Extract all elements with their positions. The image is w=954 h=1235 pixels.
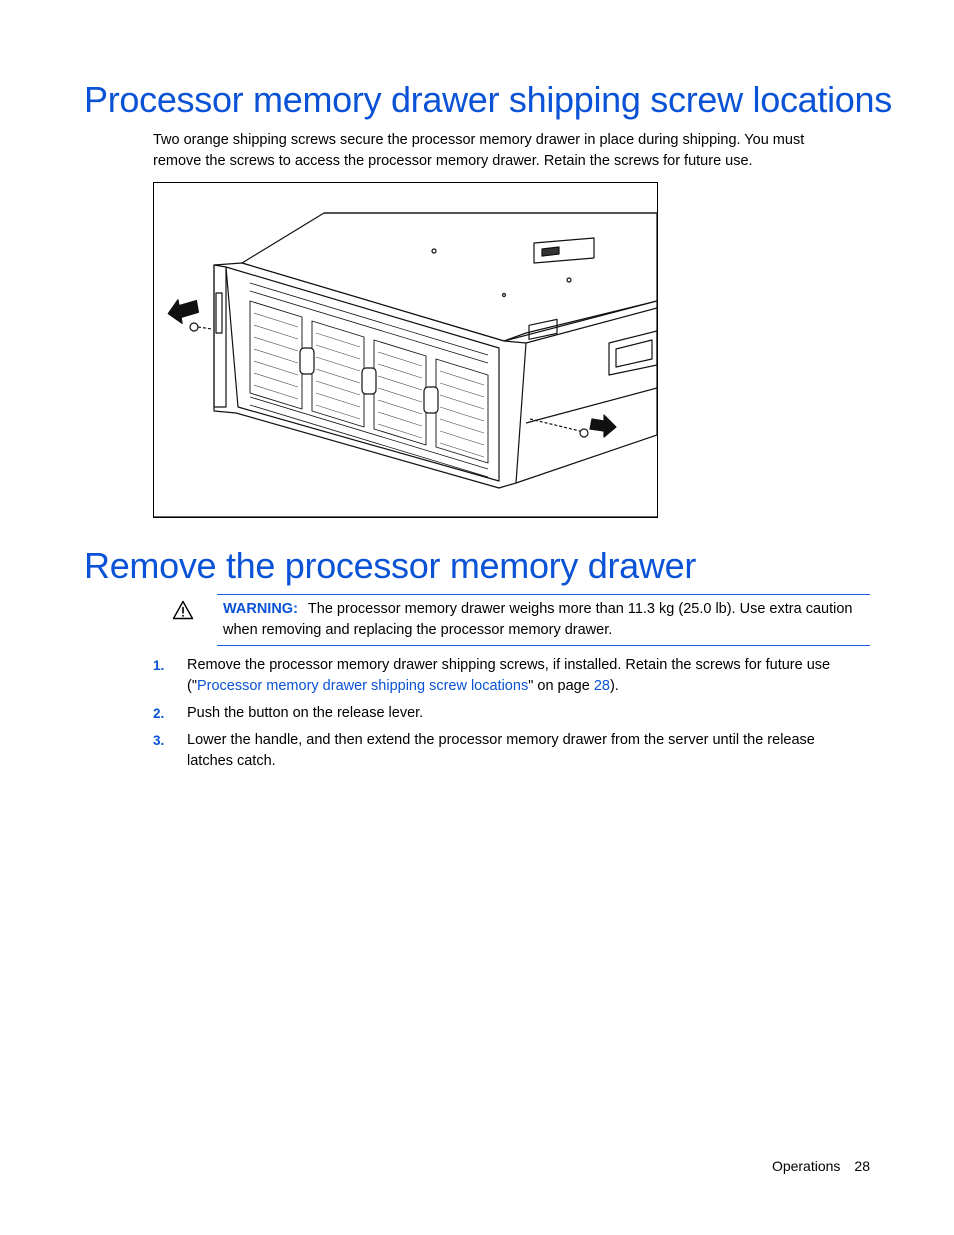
cross-reference-link[interactable]: Processor memory drawer shipping screw locations	[196, 678, 529, 694]
warning-triangle-icon	[172, 600, 194, 620]
page-footer	[772, 1158, 870, 1174]
step-number: 1.	[153, 658, 165, 673]
step-number: 2.	[153, 706, 165, 721]
warning-label: WARNING:	[223, 601, 298, 617]
section-title-shipping-screws: Processor memory drawer shipping screw locations	[84, 79, 892, 120]
warning-text	[223, 599, 863, 641]
footer-page-number: 28	[854, 1158, 870, 1174]
step-text: Push the button on the release lever.	[187, 705, 424, 721]
step-number: 3.	[153, 733, 165, 748]
section-title-remove-drawer: Remove the processor memory drawer	[84, 545, 697, 586]
step-text: Lower the handle, and then extend the processor memory drawer from the server until the release latches catch.	[187, 732, 815, 769]
server-drawer-illustration	[153, 182, 658, 518]
step-text-part: Remove the processor memory drawer shipping screws, if installed. Retain the screws for future use ("	[187, 657, 831, 694]
step-text-part: " on page	[528, 678, 594, 694]
footer-section-name: Operations	[771, 1158, 841, 1174]
intro-paragraph: Two orange shipping screws secure the processor memory drawer in place during shipping. You must remove the screws to access the processor memory drawer. Retain the screws for future use.	[153, 132, 805, 169]
step-text-part: ).	[609, 678, 619, 694]
warning-box	[217, 594, 870, 646]
step-text	[187, 655, 863, 697]
page-number-link[interactable]: 28	[593, 678, 610, 694]
server-line-drawing	[154, 183, 657, 517]
warning-body: The processor memory drawer weighs more than 11.3 kg (25.0 lb). Use extra caution when removing and replacing the processor memory drawer.	[223, 601, 853, 638]
